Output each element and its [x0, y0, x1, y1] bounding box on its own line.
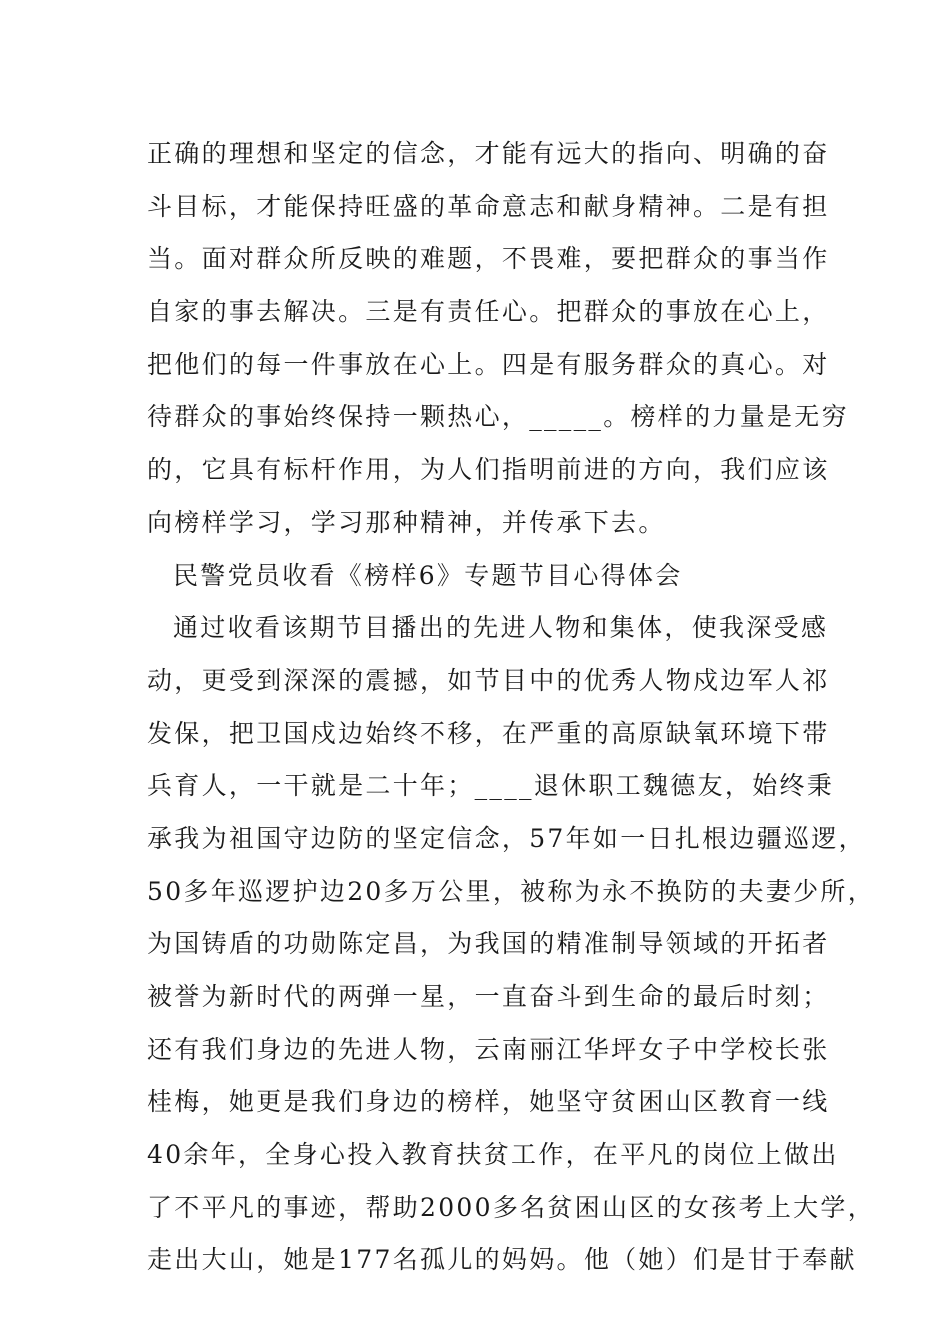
section-heading: 民警党员收看《榜样6》专题节目心得体会: [173, 560, 683, 590]
text-line: 40余年，全身心投入教育扶贫工作，在平凡的岗位上做出: [147, 1140, 839, 1170]
text-line: 当。面对群众所反映的难题，不畏难，要把群众的事当作: [147, 244, 830, 274]
text-line: 的，它具有标杆作用，为人们指明前进的方向，我们应该: [147, 455, 830, 485]
text-line: 向榜样学习，学习那种精神，并传承下去。: [147, 507, 666, 537]
text-line: 还有我们身边的先进人物，云南丽江华坪女子中学校长张: [147, 1034, 830, 1064]
text-line: 正确的理想和坚定的信念，才能有远大的指向、明确的奋: [147, 139, 830, 168]
text-line: 50多年巡逻护边20多万公里，被称为永不换防的夫妻少所，: [147, 876, 876, 906]
text-line: 了不平凡的事迹，帮助2000多名贫困山区的女孩考上大学，: [147, 1192, 876, 1222]
text-line: 待群众的事始终保持一颗热心，_____。榜样的力量是无穷: [147, 402, 849, 432]
text-line: 把他们的每一件事放在心上。四是有服务群众的真心。对: [147, 349, 830, 379]
text-line: 发保，把卫国戍边始终不移，在严重的高原缺氧环境下带: [147, 718, 830, 748]
text-line: 通过收看该期节目播出的先进人物和集体，使我深受感: [173, 613, 829, 643]
text-line: 兵育人，一干就是二十年；____退休职工魏德友，始终秉: [147, 771, 835, 801]
text-line: 桂梅，她更是我们身边的榜样，她坚守贫困山区教育一线: [147, 1087, 830, 1117]
text-line: 承我为祖国守边防的坚定信念，57年如一日扎根边疆巡逻，: [147, 823, 866, 853]
text-line: 自家的事去解决。三是有责任心。把群众的事放在心上，: [147, 297, 830, 327]
text-line: 被誉为新时代的两弹一星，一直奋斗到生命的最后时刻；: [147, 982, 830, 1011]
text-line: 动，更受到深深的震撼，如节目中的优秀人物戍边军人祁: [147, 665, 830, 695]
text-line: 为国铸盾的功勋陈定昌，为我国的精准制导领域的开拓者: [147, 929, 830, 959]
text-line: 走出大山，她是177名孤儿的妈妈。他（她）们是甘于奉献: [147, 1245, 857, 1275]
text-line: 斗目标，才能保持旺盛的革命意志和献身精神。二是有担: [147, 191, 830, 221]
document-body: [147, 128, 876, 1287]
